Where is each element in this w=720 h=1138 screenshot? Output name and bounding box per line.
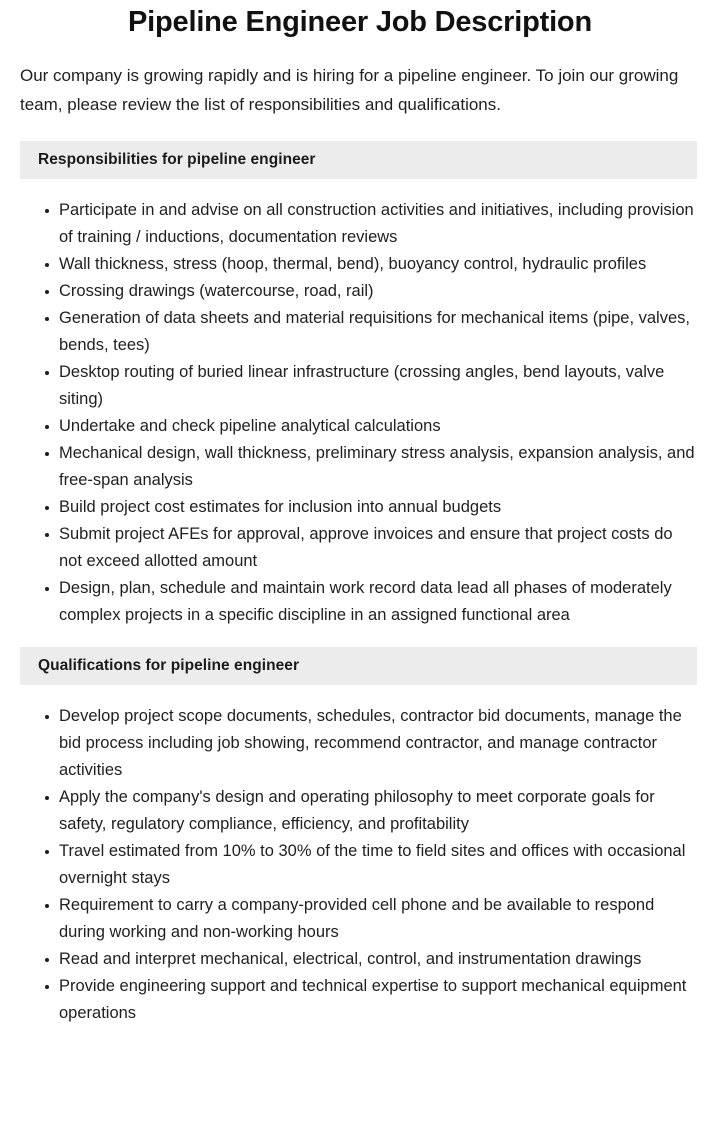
list-item-text: Develop project scope documents, schedules, contractor bid documents, manage the bid process including job showing, recommend contractor, and manage contractor activities: [59, 707, 682, 779]
list-item-text: Desktop routing of buried linear infrastructure (crossing angles, bend layouts, valve siting): [59, 363, 665, 408]
section-qualifications: [0, 647, 720, 1027]
list-item: [59, 197, 696, 251]
list-item: [59, 946, 696, 973]
list-item: [59, 440, 696, 494]
list-item-text: Requirement to carry a company-provided cell phone and be available to respond during working and non-working hours: [59, 896, 655, 941]
list-item-text: Read and interpret mechanical, electrical, control, and instrumentation drawings: [59, 950, 642, 968]
list-item: [59, 973, 696, 1027]
list-item: [59, 838, 696, 892]
intro-paragraph: Our company is growing rapidly and is hiring for a pipeline engineer. To join our growing team, please review the list of responsibilities and qualifications.: [20, 66, 679, 114]
list-item-text: Generation of data sheets and material requisitions for mechanical items (pipe, valves, bends, tees): [59, 309, 690, 354]
list-item-text: Submit project AFEs for approval, approve invoices and ensure that project costs do not exceed allotted amount: [59, 525, 673, 570]
list-item-text: Mechanical design, wall thickness, preliminary stress analysis, expansion analysis, and free-span analysis: [59, 444, 695, 489]
list-item-text: Apply the company's design and operating philosophy to meet corporate goals for safety, regulatory compliance, efficiency, and profitability: [59, 788, 655, 833]
list-item-text: Participate in and advise on all construction activities and initiatives, including provision of training / inductions, documentation reviews: [59, 201, 694, 246]
section-header-label: Qualifications for pipeline engineer: [38, 657, 300, 674]
list-item: [59, 359, 696, 413]
list-item: [59, 251, 696, 278]
list-item-text: Crossing drawings (watercourse, road, rail): [59, 282, 374, 300]
list-item: [59, 413, 696, 440]
list-item: [59, 521, 696, 575]
section-header-responsibilities: [20, 141, 697, 179]
section-responsibilities: [0, 141, 720, 629]
list-item: [59, 494, 696, 521]
page-title: Pipeline Engineer Job Description: [128, 6, 592, 38]
responsibilities-list: [0, 179, 720, 629]
qualifications-list: [0, 685, 720, 1027]
list-item: [59, 703, 696, 784]
list-item-text: Build project cost estimates for inclusion into annual budgets: [59, 498, 502, 516]
list-item: [59, 575, 696, 629]
list-item: [59, 784, 696, 838]
section-header-label: Responsibilities for pipeline engineer: [38, 151, 316, 168]
list-item-text: Travel estimated from 10% to 30% of the time to field sites and offices with occasional overnight stays: [59, 842, 686, 887]
list-item-text: Undertake and check pipeline analytical calculations: [59, 417, 441, 435]
section-header-qualifications: [20, 647, 697, 685]
list-item-text: Wall thickness, stress (hoop, thermal, bend), buoyancy control, hydraulic profiles: [59, 255, 647, 273]
list-item-text: Design, plan, schedule and maintain work record data lead all phases of moderately complex projects in a specific discipline in an assigned functional area: [59, 579, 672, 624]
list-item: [59, 892, 696, 946]
list-item: [59, 278, 696, 305]
list-item-text: Provide engineering support and technical expertise to support mechanical equipment operations: [59, 977, 687, 1022]
list-item: [59, 305, 696, 359]
